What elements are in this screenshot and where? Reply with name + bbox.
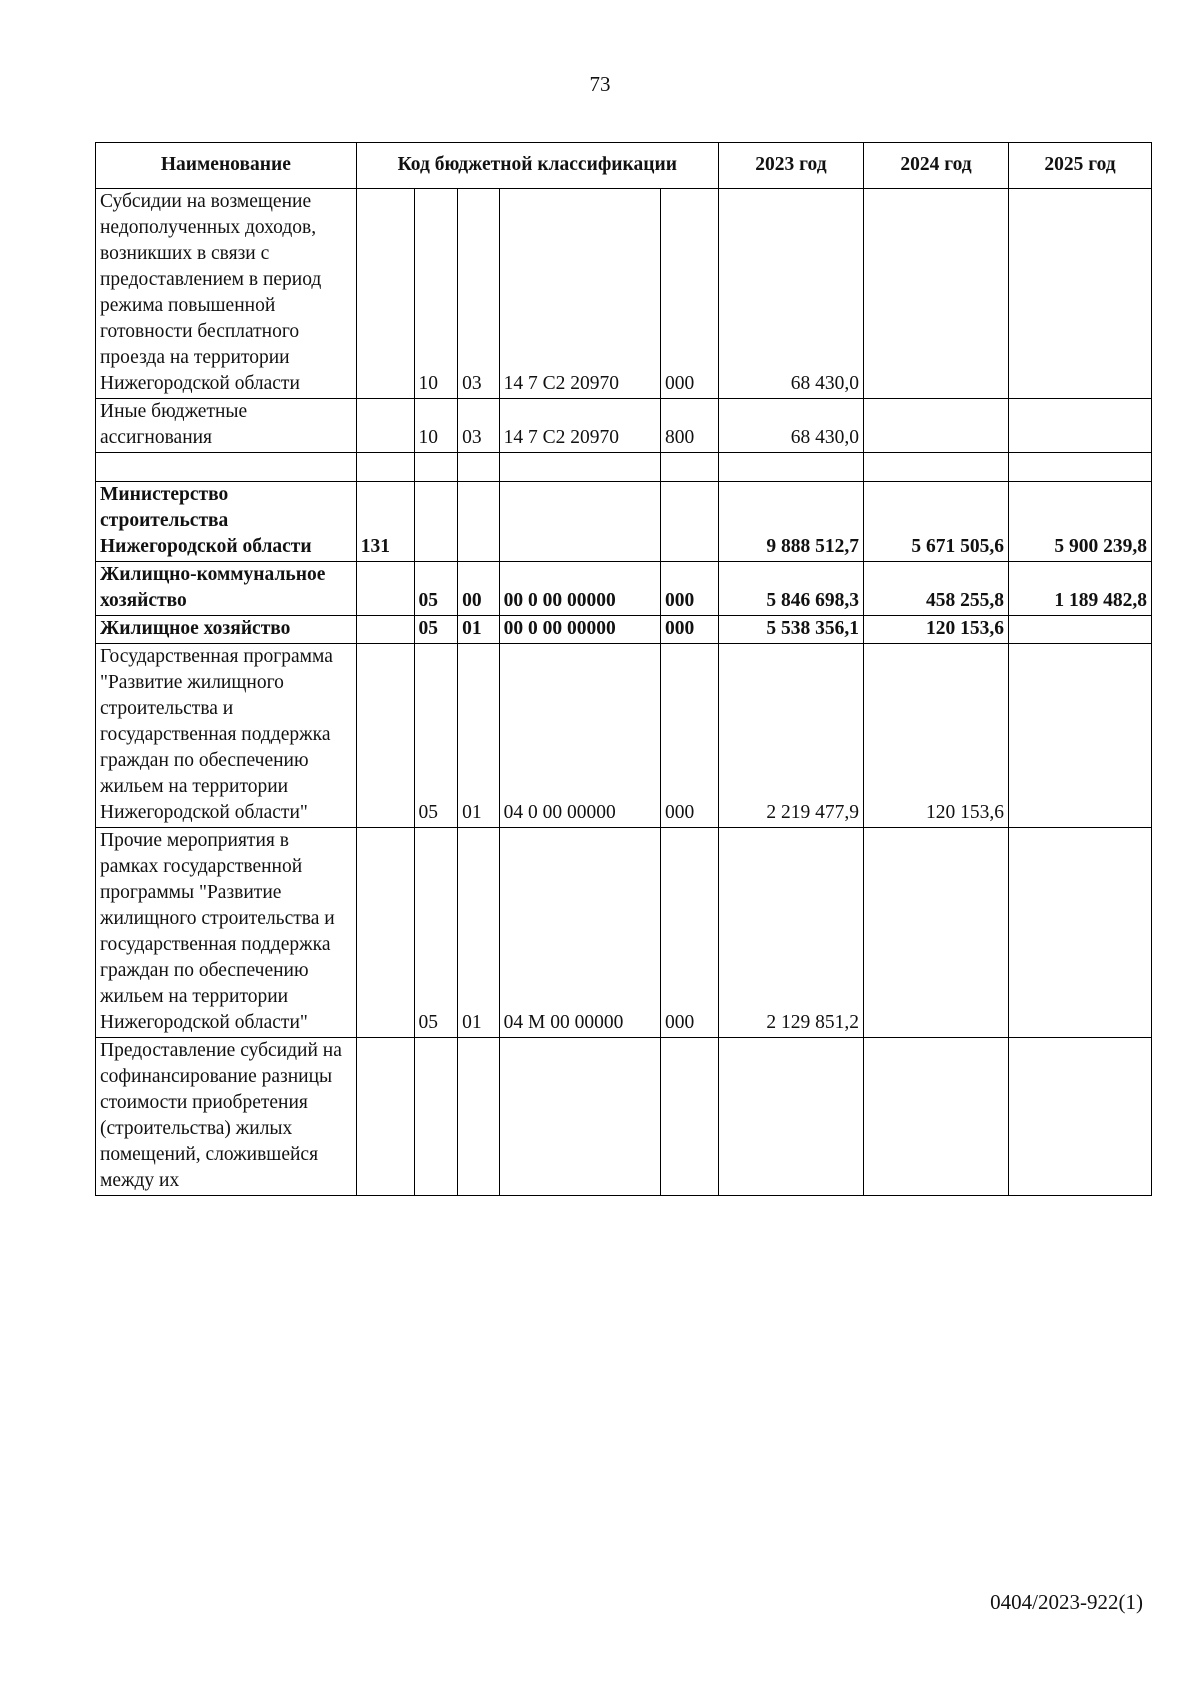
empty-cell (356, 453, 414, 482)
empty-cell (718, 453, 863, 482)
row-vr: 000 (661, 616, 719, 644)
row-2023: 5 846 698,3 (718, 562, 863, 616)
row-name: Прочие мероприятия в рамках государственной программы "Развитие жилищного строительства и государственная поддержка граждан по обеспечению жильем на территории Нижегородской области" (96, 828, 357, 1038)
table-row (96, 399, 1152, 453)
table-row (96, 828, 1152, 1038)
table-row (96, 644, 1152, 828)
row-vr (661, 482, 719, 562)
row-2024: 120 153,6 (863, 616, 1008, 644)
empty-cell (499, 453, 660, 482)
row-2023: 68 430,0 (718, 399, 863, 453)
page-number: 73 (589, 72, 611, 96)
row-2024 (863, 828, 1008, 1038)
row-pr: 03 (458, 399, 499, 453)
row-vr: 000 (661, 562, 719, 616)
header-2024: 2024 год (863, 143, 1008, 189)
header-2023: 2023 год (718, 143, 863, 189)
row-2024: 5 671 505,6 (863, 482, 1008, 562)
header-2025: 2025 год (1009, 143, 1152, 189)
row-2023 (718, 1038, 863, 1196)
row-2025 (1009, 644, 1152, 828)
row-pr (458, 1038, 499, 1196)
row-2023: 9 888 512,7 (718, 482, 863, 562)
row-name: Иные бюджетные ассигнования (96, 399, 357, 453)
row-vr (661, 1038, 719, 1196)
row-ved (356, 189, 414, 399)
row-2024 (863, 399, 1008, 453)
row-rz (414, 1038, 458, 1196)
row-name: Предоставление субсидий на софинансирование разницы стоимости приобретения (строительства) жилых помещений, сложившейся между их (96, 1038, 357, 1196)
row-rz: 05 (414, 562, 458, 616)
empty-cell (661, 453, 719, 482)
row-pr: 01 (458, 616, 499, 644)
row-csr: 04 0 00 00000 (499, 644, 660, 828)
row-2024: 120 153,6 (863, 644, 1008, 828)
row-2025 (1009, 1038, 1152, 1196)
row-rz: 05 (414, 616, 458, 644)
table-row (96, 1038, 1152, 1196)
table-header-row (96, 143, 1152, 189)
row-pr: 01 (458, 828, 499, 1038)
row-2025 (1009, 828, 1152, 1038)
row-2024 (863, 189, 1008, 399)
row-2023: 2 129 851,2 (718, 828, 863, 1038)
row-2025 (1009, 399, 1152, 453)
row-2023: 2 219 477,9 (718, 644, 863, 828)
table-row (96, 189, 1152, 399)
table-row-subsection (96, 616, 1152, 644)
row-2025 (1009, 616, 1152, 644)
row-pr (458, 482, 499, 562)
row-ved (356, 562, 414, 616)
empty-cell (863, 453, 1008, 482)
row-rz (414, 482, 458, 562)
row-rz: 05 (414, 828, 458, 1038)
row-csr: 14 7 С2 20970 (499, 399, 660, 453)
row-rz: 05 (414, 644, 458, 828)
row-2024: 458 255,8 (863, 562, 1008, 616)
row-ved (356, 616, 414, 644)
row-csr (499, 482, 660, 562)
table-row-section (96, 562, 1152, 616)
row-name: Жилищное хозяйство (96, 616, 357, 644)
row-vr: 000 (661, 644, 719, 828)
row-name: Субсидии на возмещение недополученных доходов, возникших в связи с предоставлением в период режима повышенной готовности бесплатного проезда на территории Нижегородской области (96, 189, 357, 399)
row-rz: 10 (414, 399, 458, 453)
row-csr: 00 0 00 00000 (499, 616, 660, 644)
empty-row (96, 453, 1152, 482)
empty-cell (458, 453, 499, 482)
empty-cell (414, 453, 458, 482)
row-csr: 00 0 00 00000 (499, 562, 660, 616)
header-name: Наименование (96, 143, 357, 189)
row-name: Жилищно-коммунальное хозяйство (96, 562, 357, 616)
row-csr: 04 М 00 00000 (499, 828, 660, 1038)
document-number: 0404/2023-922(1) (990, 1590, 1143, 1614)
empty-cell (96, 453, 357, 482)
row-name: Государственная программа "Развитие жилищного строительства и государственная поддержка граждан по обеспечению жильем на территории Нижегородской области" (96, 644, 357, 828)
row-ved (356, 644, 414, 828)
row-2025: 5 900 239,8 (1009, 482, 1152, 562)
row-ved (356, 399, 414, 453)
row-2025: 1 189 482,8 (1009, 562, 1152, 616)
row-rz: 10 (414, 189, 458, 399)
row-ved (356, 828, 414, 1038)
row-pr: 03 (458, 189, 499, 399)
row-2023: 68 430,0 (718, 189, 863, 399)
header-code: Код бюджетной классификации (356, 143, 718, 189)
row-vr: 000 (661, 189, 719, 399)
row-ved: 131 (356, 482, 414, 562)
row-ved (356, 1038, 414, 1196)
row-csr (499, 1038, 660, 1196)
row-pr: 01 (458, 644, 499, 828)
empty-cell (1009, 453, 1152, 482)
table-row-ministry (96, 482, 1152, 562)
row-name: Министерство строительства Нижегородской области (96, 482, 357, 562)
budget-table (95, 142, 1152, 1196)
row-2025 (1009, 189, 1152, 399)
row-pr: 00 (458, 562, 499, 616)
row-2024 (863, 1038, 1008, 1196)
row-csr: 14 7 С2 20970 (499, 189, 660, 399)
row-vr: 000 (661, 828, 719, 1038)
row-2023: 5 538 356,1 (718, 616, 863, 644)
row-vr: 800 (661, 399, 719, 453)
